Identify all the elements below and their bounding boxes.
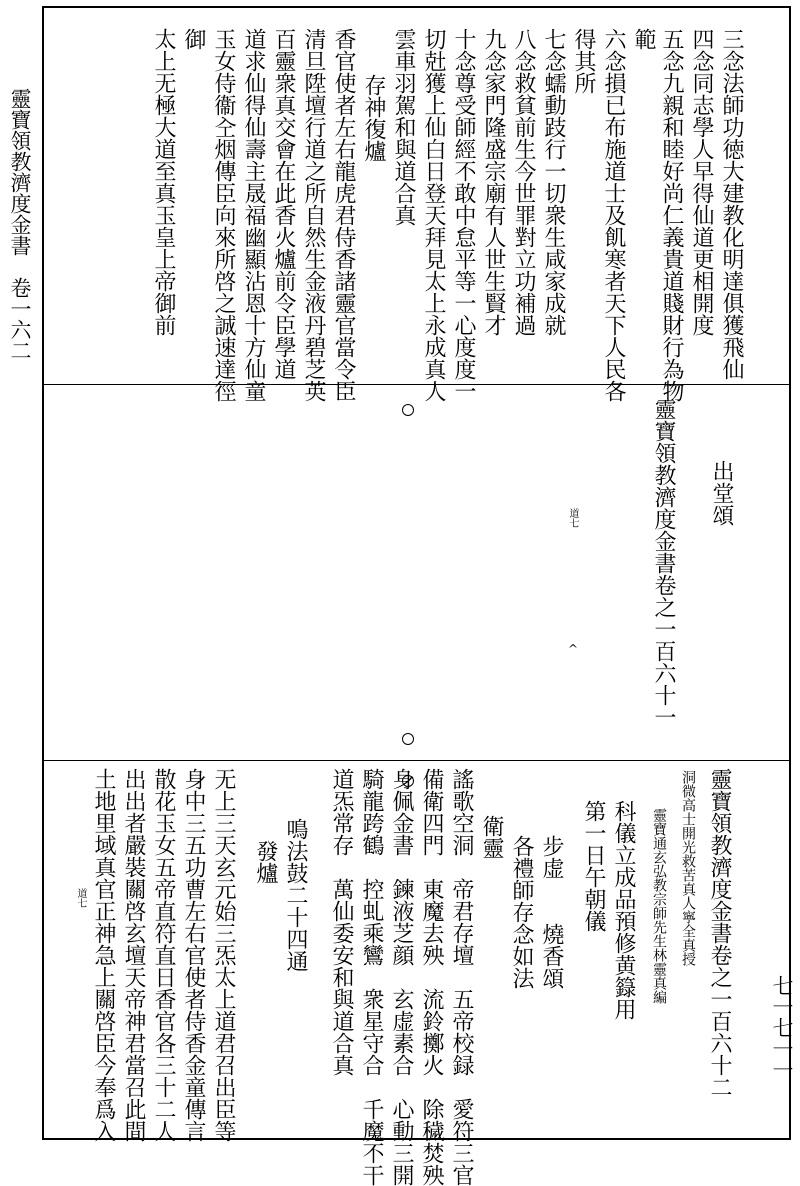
text-column: 範 xyxy=(631,28,656,50)
text-column: 太上无極大道至真玉皇上帝御前 xyxy=(151,28,176,336)
text-column: 謠歌空洞 帝君存壇 五帝校録 愛符三官 xyxy=(449,768,474,1186)
text-column: 靈寶通玄弘教宗師先生林靈真編 xyxy=(651,808,667,1004)
text-column: 香官使者左右龍虎君侍香諸靈官當令臣 xyxy=(331,28,356,402)
text-column: 切兙獲上仙白日登天拜見太上永成真人 xyxy=(421,28,446,402)
text-column: 道炁常存 萬仙委安和與道合真 xyxy=(329,768,354,1076)
text-column: 九念家門隆盛宗廟有人世生賢才 xyxy=(481,28,506,336)
text-column: 五念九親和睦好尚仁義貴道賤財行為物 xyxy=(659,28,684,402)
text-column: 科儀立成品預修黄籙用 xyxy=(611,800,636,1020)
text-column: 七念蠕動跂行一切衆生咸家成就 xyxy=(541,28,566,336)
text-column: 清旦陞壇行道之所自然生金液丹碧芝英 xyxy=(301,28,326,402)
text-column: 出堂頌 xyxy=(709,460,734,526)
text-column: 土地里域真官正神急上關啓臣今奉爲入 xyxy=(91,768,116,1142)
text-column: 十念尊受師經不敢中怠平等一心度度一 xyxy=(451,28,476,402)
text-column: 發爐 xyxy=(253,840,278,884)
text-column: 六念損已布施道士及飢寒者天下人民各 xyxy=(601,28,626,402)
small-mark: 道七 xyxy=(567,508,578,528)
text-column: 得其所 xyxy=(571,28,596,94)
text-column: 各禮師存念如法 xyxy=(509,835,534,989)
text-column: 八念救貧前生今世罪對立功補過 xyxy=(511,28,536,336)
text-column: 備衛四門 東魔去殃 流鈴擲火 除穢焚殃 xyxy=(419,768,444,1186)
caret-mark: ^ xyxy=(568,642,579,656)
text-column: 存神復爐 xyxy=(361,74,386,162)
text-column: 道求仙得仙壽主晟福幽顯沾恩十方仙童 xyxy=(241,28,266,402)
small-mark: 道七 xyxy=(75,888,86,908)
margin-page-number: 七一七一一 xyxy=(770,975,794,1080)
text-column: 鳴法鼓二十四通 xyxy=(283,818,308,972)
text-column: 散花玉女五帝直符直日香官各三十二人 xyxy=(151,768,176,1142)
text-column: 第一日午朝儀 xyxy=(581,800,606,932)
text-column: 身中三五功曹左右官使者侍香金童傳言 xyxy=(181,768,206,1142)
text-column: 三念法師功徳大建教化明達俱獲飛仙 xyxy=(719,28,744,380)
text-column: 衛靈 xyxy=(479,815,504,859)
text-column: 騎龍跨鶴 控虬乘鸞 衆星守合 千魔不干 xyxy=(359,768,384,1186)
text-column: 四念同志學人早得仙道更相開度 xyxy=(689,28,714,336)
circle-mark xyxy=(402,404,414,416)
text-column: 出出者嚴裝關啓玄壇天帝神君當召此間 xyxy=(121,768,146,1142)
text-column: 雲車羽駕和與道合真 xyxy=(391,28,416,226)
text-column: 靈寶領教濟度金書卷之一百六十一 xyxy=(651,398,676,728)
text-column: 步虚 燒香頌 xyxy=(539,835,564,989)
margin-title: 靈寶領教濟度金書 卷一六二 xyxy=(8,88,32,361)
text-column: 身佩金書 鍊液芝顔 玄虚素合 心動三開 xyxy=(389,768,414,1186)
text-column: 洞微高士開光救苦真人寧全真授 xyxy=(680,770,696,966)
circle-mark xyxy=(402,775,414,787)
text-column: 御 xyxy=(181,28,206,50)
text-column: 无上三天玄元始三炁太上道君召出臣等 xyxy=(211,768,236,1142)
text-column: 百靈衆真交會在此香火爐前令臣學道 xyxy=(271,28,296,380)
text-column: 靈寶領教濟度金書卷之一百六十二 xyxy=(707,768,732,1098)
text-column: 玉女侍衞㒰烟傳臣向來所啓之誠速達徑 xyxy=(211,28,236,402)
circle-mark xyxy=(402,733,414,745)
divider-bottom xyxy=(42,760,791,761)
